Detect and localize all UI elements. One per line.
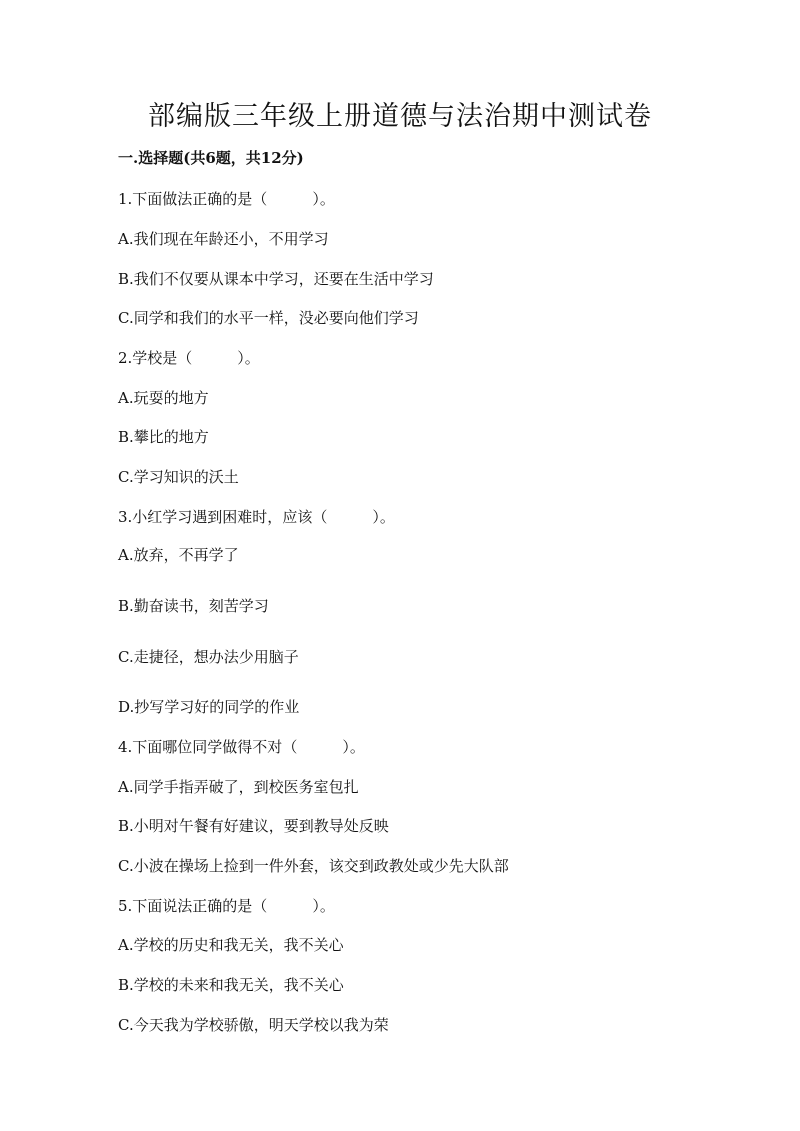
question-option: C.学习知识的沃土	[118, 468, 239, 486]
question-option: B.攀比的地方	[118, 428, 209, 446]
question-option: C.今天我为学校骄傲，明天学校以我为荣	[118, 1016, 389, 1034]
question-option: D.抄写学习好的同学的作业	[118, 698, 300, 716]
question-stem: 3.小红学习遇到困难时，应该（ ）。	[118, 508, 395, 526]
question-option: B.学校的未来和我无关，我不关心	[118, 976, 344, 994]
question-option: C.小波在操场上捡到一件外套，该交到政教处或少先大队部	[118, 857, 509, 875]
section-heading: 一.选择题(共6题，共12分)	[118, 149, 304, 167]
question-option: B.我们不仅要从课本中学习，还要在生活中学习	[118, 270, 434, 288]
question-option: C.同学和我们的水平一样，没必要向他们学习	[118, 309, 419, 327]
question-stem: 4.下面哪位同学做得不对（ ）。	[118, 738, 365, 756]
question-option: A.我们现在年龄还小，不用学习	[118, 230, 329, 248]
question-option: A.同学手指弄破了，到校医务室包扎	[118, 778, 359, 796]
question-option: A.玩耍的地方	[118, 389, 209, 407]
question-stem: 1.下面做法正确的是（ ）。	[118, 190, 335, 208]
question-option: A.放弃，不再学了	[118, 546, 239, 564]
question-option: B.小明对午餐有好建议，要到教导处反映	[118, 817, 389, 835]
page-title: 部编版三年级上册道德与法治期中测试卷	[148, 101, 652, 132]
question-option: C.走捷径，想办法少用脑子	[118, 648, 299, 666]
question-stem: 2.学校是（ ）。	[118, 349, 260, 367]
question-option: B.勤奋读书，刻苦学习	[118, 597, 269, 615]
question-stem: 5.下面说法正确的是（ ）。	[118, 897, 335, 915]
question-option: A.学校的历史和我无关，我不关心	[118, 936, 344, 954]
